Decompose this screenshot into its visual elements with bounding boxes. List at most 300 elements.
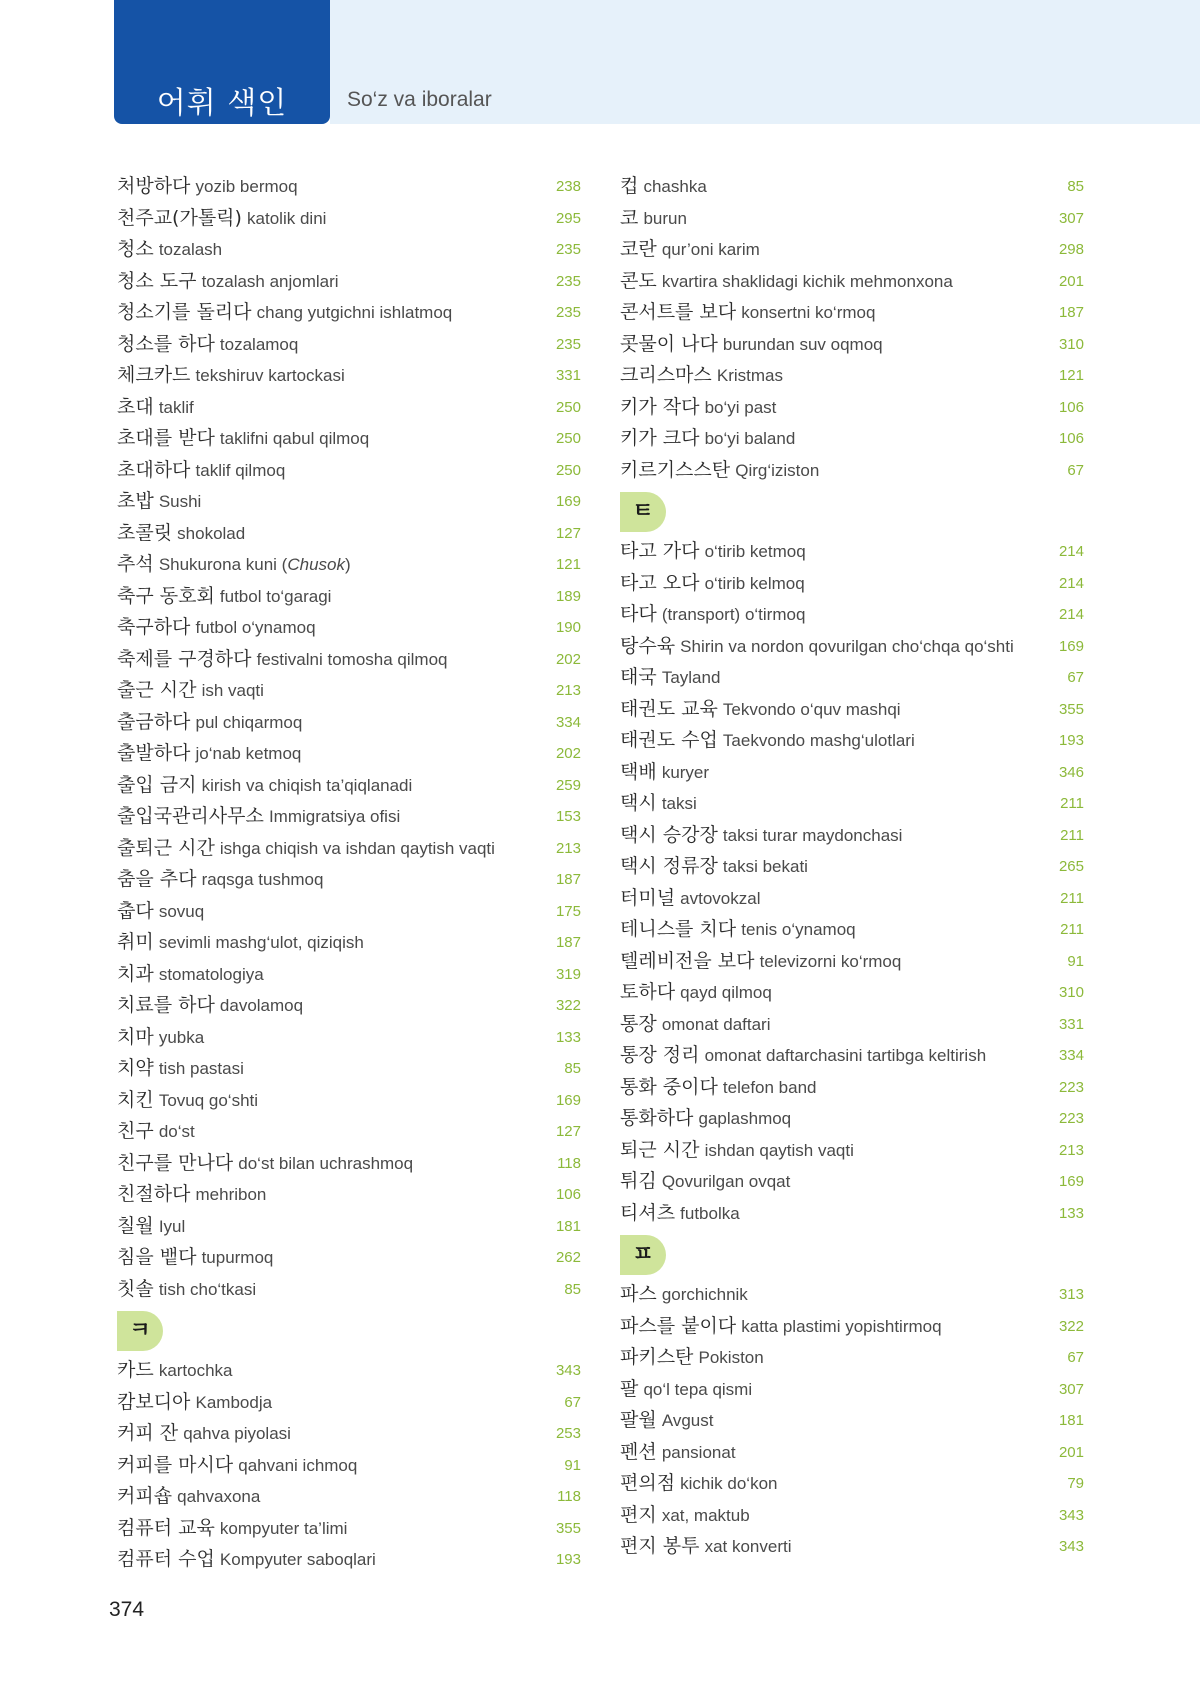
entry-korean: 칠월 bbox=[117, 1214, 154, 1237]
entry-page: 310 bbox=[1058, 335, 1084, 353]
entry-korean: 파스 bbox=[620, 1283, 657, 1305]
index-entry bbox=[117, 1179, 581, 1211]
entry-korean: 튀김 bbox=[620, 1170, 657, 1192]
entry-page: 235 bbox=[555, 272, 581, 290]
entry-page: 169 bbox=[555, 1091, 581, 1109]
entry-page: 250 bbox=[555, 461, 581, 479]
entry-page: 190 bbox=[555, 619, 581, 636]
index-entry bbox=[620, 757, 1084, 789]
entry-page: 67 bbox=[1067, 1349, 1084, 1366]
index-entry bbox=[117, 707, 581, 739]
entry-uzbek: Taekvondo mashg‘ulotlari bbox=[722, 731, 915, 750]
entry-uzbek: ish vaqti bbox=[201, 681, 264, 700]
entry-korean: 체크카드 bbox=[117, 364, 191, 386]
index-entry bbox=[117, 549, 581, 581]
index-entry bbox=[117, 990, 581, 1022]
entry-page: 223 bbox=[1058, 1078, 1084, 1096]
entry-page: 355 bbox=[555, 1519, 581, 1537]
entry-page: 322 bbox=[1058, 1317, 1084, 1335]
entry-page: 169 bbox=[1058, 1173, 1084, 1190]
entry-korean: 탕수육 bbox=[620, 634, 676, 657]
entry-uzbek: tozalamoq bbox=[219, 334, 299, 354]
index-entry bbox=[117, 896, 581, 928]
index-entry bbox=[117, 1211, 581, 1243]
index-entry bbox=[620, 1279, 1084, 1311]
entry-uzbek: bo‘yi baland bbox=[704, 429, 796, 448]
entry-uzbek: tish cho‘tkasi bbox=[158, 1279, 257, 1299]
entry-uzbek: mehribon bbox=[195, 1185, 267, 1204]
index-entry bbox=[117, 1085, 581, 1117]
entry-korean: 초콜릿 bbox=[117, 521, 173, 544]
entry-korean: 키르기스스탄 bbox=[620, 458, 731, 481]
entry-page: 181 bbox=[555, 1217, 581, 1235]
entry-uzbek: taklifni qabul qilmoq bbox=[219, 429, 370, 448]
entry-page: 85 bbox=[564, 1280, 581, 1298]
entry-uzbek: katolik dini bbox=[247, 208, 327, 228]
entry-page: 121 bbox=[1058, 367, 1084, 384]
entry-page: 334 bbox=[555, 713, 581, 731]
entry-uzbek: telefon band bbox=[722, 1077, 817, 1097]
index-entry bbox=[117, 644, 581, 676]
index-entry bbox=[117, 1242, 581, 1274]
index-entry bbox=[117, 770, 581, 802]
page-number: 374 bbox=[109, 1598, 145, 1621]
entry-uzbek: gorchichnik bbox=[661, 1285, 748, 1304]
entry-uzbek: jo‘nab ketmoq bbox=[195, 744, 302, 763]
entry-korean: 축구 동호회 bbox=[117, 584, 215, 607]
entry-uzbek: bo‘yi past bbox=[704, 397, 777, 417]
entry-page: 202 bbox=[555, 650, 581, 668]
entry-page: 201 bbox=[1058, 1443, 1084, 1461]
index-entry bbox=[117, 1418, 581, 1450]
entry-korean: 추석 bbox=[117, 553, 154, 575]
entry-korean: 통장 정리 bbox=[620, 1044, 700, 1066]
entry-page: 343 bbox=[555, 1362, 581, 1379]
index-entry bbox=[620, 725, 1084, 757]
index-entry bbox=[117, 1053, 581, 1085]
entry-page: 169 bbox=[1058, 637, 1084, 655]
entry-korean: 키가 크다 bbox=[620, 427, 700, 449]
entry-page: 91 bbox=[1067, 952, 1084, 970]
entry-korean: 축구하다 bbox=[117, 616, 191, 638]
entry-page: 181 bbox=[1058, 1412, 1084, 1429]
index-entry bbox=[620, 1166, 1084, 1198]
entry-korean: 초대를 받다 bbox=[117, 427, 215, 449]
entry-page: 175 bbox=[555, 902, 581, 920]
entry-page: 295 bbox=[555, 209, 581, 227]
entry-uzbek: do‘st bbox=[158, 1122, 195, 1141]
index-column-left bbox=[117, 171, 581, 1576]
entry-page: 331 bbox=[1058, 1015, 1084, 1033]
entry-uzbek: avtovokzal bbox=[680, 888, 761, 908]
index-entry bbox=[620, 568, 1084, 600]
index-entry bbox=[620, 266, 1084, 298]
entry-page: 355 bbox=[1058, 700, 1084, 718]
entry-korean: 초대하다 bbox=[117, 458, 191, 481]
entry-uzbek: kompyuter ta’limi bbox=[219, 1518, 348, 1538]
index-entry bbox=[620, 914, 1084, 946]
entry-page: 213 bbox=[1058, 1141, 1084, 1159]
entry-korean: 텔레비전을 보다 bbox=[620, 949, 755, 972]
entry-page: 187 bbox=[1058, 304, 1084, 321]
entry-korean: 치킨 bbox=[117, 1088, 154, 1111]
entry-korean: 퇴근 시간 bbox=[620, 1138, 700, 1161]
entry-page: 187 bbox=[555, 871, 581, 888]
entry-uzbek: yubka bbox=[158, 1027, 205, 1047]
header-subtitle: So‘z va iboralar bbox=[347, 88, 492, 111]
entry-uzbek: Kristmas bbox=[716, 366, 783, 385]
entry-uzbek: raqsga tushmoq bbox=[201, 870, 324, 889]
entry-uzbek: Sushi bbox=[158, 492, 202, 511]
entry-korean: 커피 잔 bbox=[117, 1422, 179, 1444]
entry-uzbek: pul chiqarmoq bbox=[195, 712, 303, 732]
entry-page: 298 bbox=[1058, 241, 1084, 258]
entry-korean: 청소 도구 bbox=[117, 269, 197, 292]
index-entry bbox=[117, 1022, 581, 1054]
index-entry bbox=[620, 1040, 1084, 1072]
entry-uzbek: Tovuq go‘shti bbox=[158, 1090, 259, 1110]
entry-korean: 태권도 교육 bbox=[620, 697, 718, 720]
entry-page: 211 bbox=[1060, 921, 1084, 938]
entry-uzbek: burun bbox=[643, 208, 687, 228]
index-entry bbox=[117, 486, 581, 518]
entry-korean: 커피를 마시다 bbox=[117, 1453, 234, 1476]
entry-korean: 통화 중이다 bbox=[620, 1075, 718, 1098]
entry-uzbek: sovuq bbox=[158, 901, 205, 921]
entry-korean: 초밥 bbox=[117, 490, 154, 512]
entry-uzbek: tozalash bbox=[158, 240, 223, 259]
entry-uzbek: futbol to‘garagi bbox=[219, 586, 332, 606]
entry-uzbek: (transport) o‘tirmoq bbox=[661, 605, 806, 624]
entry-uzbek: katta plastimi yopishtirmoq bbox=[741, 1316, 942, 1336]
entry-page: 79 bbox=[1067, 1475, 1084, 1492]
entry-korean: 커피숍 bbox=[117, 1485, 173, 1507]
header-title: 어휘 색인 bbox=[156, 86, 288, 121]
entry-page: 214 bbox=[1058, 606, 1084, 623]
entry-korean: 택시 정류장 bbox=[620, 855, 718, 877]
index-entry bbox=[620, 1009, 1084, 1041]
index-entry bbox=[620, 1198, 1084, 1230]
entry-page: 214 bbox=[1058, 574, 1084, 592]
entry-uzbek: chashka bbox=[643, 177, 707, 196]
entry-uzbek: yozib bermoq bbox=[195, 177, 298, 196]
index-entry bbox=[117, 1148, 581, 1180]
entry-uzbek: o‘tirib kelmoq bbox=[704, 573, 805, 593]
section-heading bbox=[620, 486, 1084, 536]
index-entry bbox=[117, 959, 581, 991]
index-entry bbox=[620, 1374, 1084, 1406]
entry-page: 133 bbox=[1058, 1204, 1084, 1222]
entry-uzbek: Shukurona kuni ( bbox=[158, 555, 288, 574]
index-entry bbox=[620, 599, 1084, 631]
header-tab bbox=[114, 0, 330, 124]
index-entry bbox=[620, 1405, 1084, 1437]
entry-korean: 테니스를 치다 bbox=[620, 918, 737, 940]
entry-uzbek: do‘st bilan uchrashmoq bbox=[238, 1153, 414, 1173]
entry-korean: 치마 bbox=[117, 1025, 154, 1048]
entry-uzbek: tozalash anjomlari bbox=[201, 271, 339, 291]
entry-korean: 청소기를 돌리다 bbox=[117, 301, 252, 323]
entry-uzbek: Pokiston bbox=[698, 1348, 764, 1367]
entry-korean: 친구를 만나다 bbox=[117, 1151, 234, 1174]
entry-page: 189 bbox=[555, 587, 581, 605]
entry-uzbek: qahvaxona bbox=[177, 1487, 261, 1506]
index-entry bbox=[117, 833, 581, 865]
entry-korean: 타다 bbox=[620, 603, 657, 625]
index-entry bbox=[620, 171, 1084, 203]
entry-uzbek: futbol o‘ynamoq bbox=[195, 618, 316, 637]
entry-korean: 춥다 bbox=[117, 899, 154, 922]
entry-uzbek: o‘tirib ketmoq bbox=[704, 542, 806, 561]
entry-page: 121 bbox=[555, 556, 581, 573]
index-entry bbox=[117, 612, 581, 644]
section-letter-badge: ㅍ bbox=[620, 1235, 666, 1275]
entry-uzbek: tenis o‘ynamoq bbox=[741, 920, 856, 939]
entry-page: 238 bbox=[555, 178, 581, 195]
entry-korean: 춤을 추다 bbox=[117, 868, 197, 890]
entry-uzbek: ishdan qaytish vaqti bbox=[704, 1140, 854, 1160]
entry-korean: 출금하다 bbox=[117, 710, 191, 733]
entry-uzbek: Avgust bbox=[661, 1411, 714, 1430]
section-heading bbox=[117, 1305, 581, 1355]
entry-page: 213 bbox=[555, 682, 581, 699]
entry-page: 193 bbox=[555, 1551, 581, 1568]
entry-page: 67 bbox=[1067, 669, 1084, 686]
entry-korean: 키가 작다 bbox=[620, 395, 700, 418]
entry-korean: 태권도 수업 bbox=[620, 729, 718, 751]
entry-uzbek: shokolad bbox=[177, 523, 246, 543]
entry-page: 235 bbox=[555, 304, 581, 321]
entry-korean: 편지 봉투 bbox=[620, 1535, 700, 1557]
entry-uzbek: Shirin va nordon qovurilgan cho‘chqa qo‘shti bbox=[680, 636, 1014, 656]
entry-uzbek: pansionat bbox=[661, 1442, 736, 1462]
entry-page: 307 bbox=[1058, 209, 1084, 227]
entry-korean: 컴퓨터 수업 bbox=[117, 1548, 215, 1570]
entry-korean: 출입국관리사무소 bbox=[117, 805, 264, 827]
entry-korean: 축제를 구경하다 bbox=[117, 647, 252, 670]
entry-uzbek: festivalni tomosha qilmoq bbox=[256, 649, 448, 669]
entry-uzbek: qur’oni karim bbox=[661, 240, 760, 259]
entry-korean: 치약 bbox=[117, 1057, 154, 1079]
section-heading bbox=[620, 1229, 1084, 1279]
entry-page: 106 bbox=[1058, 430, 1084, 447]
index-entry bbox=[620, 329, 1084, 361]
entry-uzbek: kuryer bbox=[661, 762, 710, 782]
index-entry bbox=[117, 518, 581, 550]
entry-korean: 컴퓨터 교육 bbox=[117, 1516, 215, 1539]
index-entry bbox=[620, 455, 1084, 487]
entry-korean: 타고 오다 bbox=[620, 571, 700, 594]
entry-page: 214 bbox=[1058, 543, 1084, 560]
entry-uzbek: taklif qilmoq bbox=[195, 460, 286, 480]
entry-uzbek: qahva piyolasi bbox=[183, 1424, 291, 1443]
entry-page: 313 bbox=[1058, 1286, 1084, 1303]
index-entry bbox=[117, 1355, 581, 1387]
entry-page: 85 bbox=[1067, 178, 1084, 195]
index-entry bbox=[620, 820, 1084, 852]
entry-korean: 컵 bbox=[620, 175, 639, 197]
entry-page: 118 bbox=[557, 1488, 581, 1505]
entry-page: 91 bbox=[564, 1456, 581, 1474]
entry-uzbek: Kambodja bbox=[195, 1392, 273, 1412]
index-column-right bbox=[620, 171, 1084, 1563]
index-entry bbox=[620, 662, 1084, 694]
entry-korean: 출근 시간 bbox=[117, 679, 197, 701]
entry-uzbek: Qirg‘iziston bbox=[735, 460, 820, 480]
entry-korean: 크리스마스 bbox=[620, 364, 712, 386]
entry-korean: 터미널 bbox=[620, 886, 676, 909]
entry-korean: 택시 승강장 bbox=[620, 823, 718, 846]
index-entry bbox=[117, 1387, 581, 1419]
entry-korean: 출발하다 bbox=[117, 742, 191, 764]
entry-uzbek: qayd qilmoq bbox=[680, 983, 772, 1002]
entry-korean: 통장 bbox=[620, 1012, 657, 1035]
entry-page: 211 bbox=[1060, 889, 1084, 907]
index-entry bbox=[620, 234, 1084, 266]
entry-korean: 콘도 bbox=[620, 269, 657, 292]
index-entry bbox=[117, 927, 581, 959]
index-entry bbox=[117, 297, 581, 329]
entry-page: 202 bbox=[555, 745, 581, 762]
entry-uzbek: kartochka bbox=[158, 1361, 233, 1380]
entry-korean: 팔월 bbox=[620, 1409, 657, 1431]
entry-uzbek: Kompyuter saboqlari bbox=[219, 1550, 376, 1569]
entry-uzbek-suffix: ) bbox=[344, 555, 351, 574]
entry-uzbek: xat, maktub bbox=[661, 1505, 750, 1525]
index-entry bbox=[620, 883, 1084, 915]
entry-korean: 편지 bbox=[620, 1503, 657, 1526]
section-letter-badge: ㅌ bbox=[620, 492, 666, 532]
index-entry bbox=[117, 1513, 581, 1545]
entry-uzbek: taksi bekati bbox=[722, 857, 808, 876]
entry-page: 331 bbox=[555, 367, 581, 384]
index-entry bbox=[620, 1500, 1084, 1532]
index-entry bbox=[620, 1531, 1084, 1563]
entry-korean: 카드 bbox=[117, 1359, 154, 1381]
entry-uzbek: qahvani ichmoq bbox=[238, 1455, 358, 1475]
entry-page: 223 bbox=[1058, 1110, 1084, 1127]
index-entry bbox=[117, 1116, 581, 1148]
entry-page: 235 bbox=[555, 241, 581, 258]
entry-uzbek: Iyul bbox=[158, 1216, 186, 1236]
section-letter-badge: ㅋ bbox=[117, 1311, 163, 1351]
entry-uzbek: taksi bbox=[661, 794, 697, 813]
entry-korean: 취미 bbox=[117, 931, 154, 953]
index-entry bbox=[117, 360, 581, 392]
index-entry bbox=[620, 1468, 1084, 1500]
entry-uzbek: tupurmoq bbox=[201, 1248, 274, 1267]
entry-uzbek: burundan suv oqmoq bbox=[722, 334, 883, 354]
index-entry bbox=[117, 581, 581, 613]
entry-page: 118 bbox=[557, 1154, 581, 1172]
index-entry bbox=[620, 392, 1084, 424]
index-entry bbox=[620, 851, 1084, 883]
entry-korean: 치과 bbox=[117, 962, 154, 985]
entry-uzbek-italic: Chusok bbox=[287, 555, 345, 574]
index-entry bbox=[620, 423, 1084, 455]
entry-uzbek: kichik do‘kon bbox=[680, 1474, 778, 1493]
entry-uzbek: taksi turar maydonchasi bbox=[722, 825, 903, 845]
index-entry bbox=[620, 631, 1084, 663]
entry-uzbek: omonat daftari bbox=[661, 1014, 771, 1034]
entry-uzbek: Tekvondo o‘quv mashqi bbox=[722, 699, 901, 719]
entry-korean: 출퇴근 시간 bbox=[117, 836, 215, 859]
entry-uzbek: Qovurilgan ovqat bbox=[661, 1172, 791, 1191]
entry-uzbek: chang yutgichni ishlatmoq bbox=[256, 303, 453, 322]
entry-korean: 편의점 bbox=[620, 1472, 676, 1494]
entry-uzbek: tish pastasi bbox=[158, 1059, 244, 1078]
entry-uzbek: xat konverti bbox=[704, 1537, 792, 1556]
index-entry bbox=[620, 360, 1084, 392]
entry-page: 250 bbox=[555, 430, 581, 447]
index-entry bbox=[117, 203, 581, 235]
entry-page: 213 bbox=[555, 839, 581, 857]
entry-uzbek: gaplashmoq bbox=[698, 1109, 792, 1128]
entry-page: 106 bbox=[555, 1186, 581, 1203]
index-entry bbox=[117, 1274, 581, 1306]
entry-page: 259 bbox=[555, 776, 581, 794]
index-entry bbox=[117, 1481, 581, 1513]
entry-page: 211 bbox=[1060, 795, 1084, 812]
entry-page: 127 bbox=[555, 524, 581, 542]
entry-page: 346 bbox=[1058, 763, 1084, 781]
entry-page: 106 bbox=[1058, 398, 1084, 416]
entry-page: 265 bbox=[1058, 858, 1084, 875]
entry-korean: 택배 bbox=[620, 760, 657, 783]
index-entry bbox=[117, 329, 581, 361]
entry-page: 153 bbox=[555, 808, 581, 825]
entry-page: 343 bbox=[1058, 1538, 1084, 1555]
index-entry bbox=[620, 788, 1084, 820]
entry-page: 307 bbox=[1058, 1380, 1084, 1398]
index-entry bbox=[620, 1437, 1084, 1469]
entry-page: 235 bbox=[555, 335, 581, 353]
entry-page: 319 bbox=[555, 965, 581, 983]
entry-korean: 처방하다 bbox=[117, 175, 191, 197]
entry-korean: 펜션 bbox=[620, 1440, 657, 1463]
index-entry bbox=[620, 203, 1084, 235]
entry-korean: 토하다 bbox=[620, 981, 676, 1003]
entry-page: 310 bbox=[1058, 984, 1084, 1001]
index-entry bbox=[117, 266, 581, 298]
entry-page: 201 bbox=[1058, 272, 1084, 290]
entry-korean: 파스를 붙이다 bbox=[620, 1314, 737, 1337]
entry-korean: 천주교(가톨릭) bbox=[117, 206, 242, 229]
entry-korean: 캄보디아 bbox=[117, 1390, 191, 1413]
index-entry bbox=[117, 738, 581, 770]
entry-korean: 콧물이 나다 bbox=[620, 332, 718, 355]
entry-uzbek: futbolka bbox=[680, 1203, 740, 1223]
entry-page: 85 bbox=[564, 1060, 581, 1077]
index-entry bbox=[117, 171, 581, 203]
index-entry bbox=[620, 297, 1084, 329]
entry-korean: 칫솔 bbox=[117, 1277, 154, 1300]
entry-uzbek: kirish va chiqish ta’qiqlanadi bbox=[201, 775, 413, 795]
index-entry bbox=[620, 694, 1084, 726]
entry-korean: 태국 bbox=[620, 666, 657, 688]
entry-page: 253 bbox=[555, 1425, 581, 1442]
entry-korean: 파키스탄 bbox=[620, 1346, 694, 1368]
index-entry bbox=[620, 977, 1084, 1009]
entry-page: 262 bbox=[555, 1249, 581, 1266]
entry-uzbek: konsertni ko‘rmoq bbox=[741, 303, 876, 322]
entry-uzbek: tekshiruv kartockasi bbox=[195, 366, 345, 385]
index-entry bbox=[620, 946, 1084, 978]
entry-korean: 초대 bbox=[117, 395, 154, 418]
entry-uzbek: taklif bbox=[158, 397, 194, 417]
entry-uzbek: Immigratsiya ofisi bbox=[268, 807, 401, 826]
entry-page: 193 bbox=[1058, 732, 1084, 749]
